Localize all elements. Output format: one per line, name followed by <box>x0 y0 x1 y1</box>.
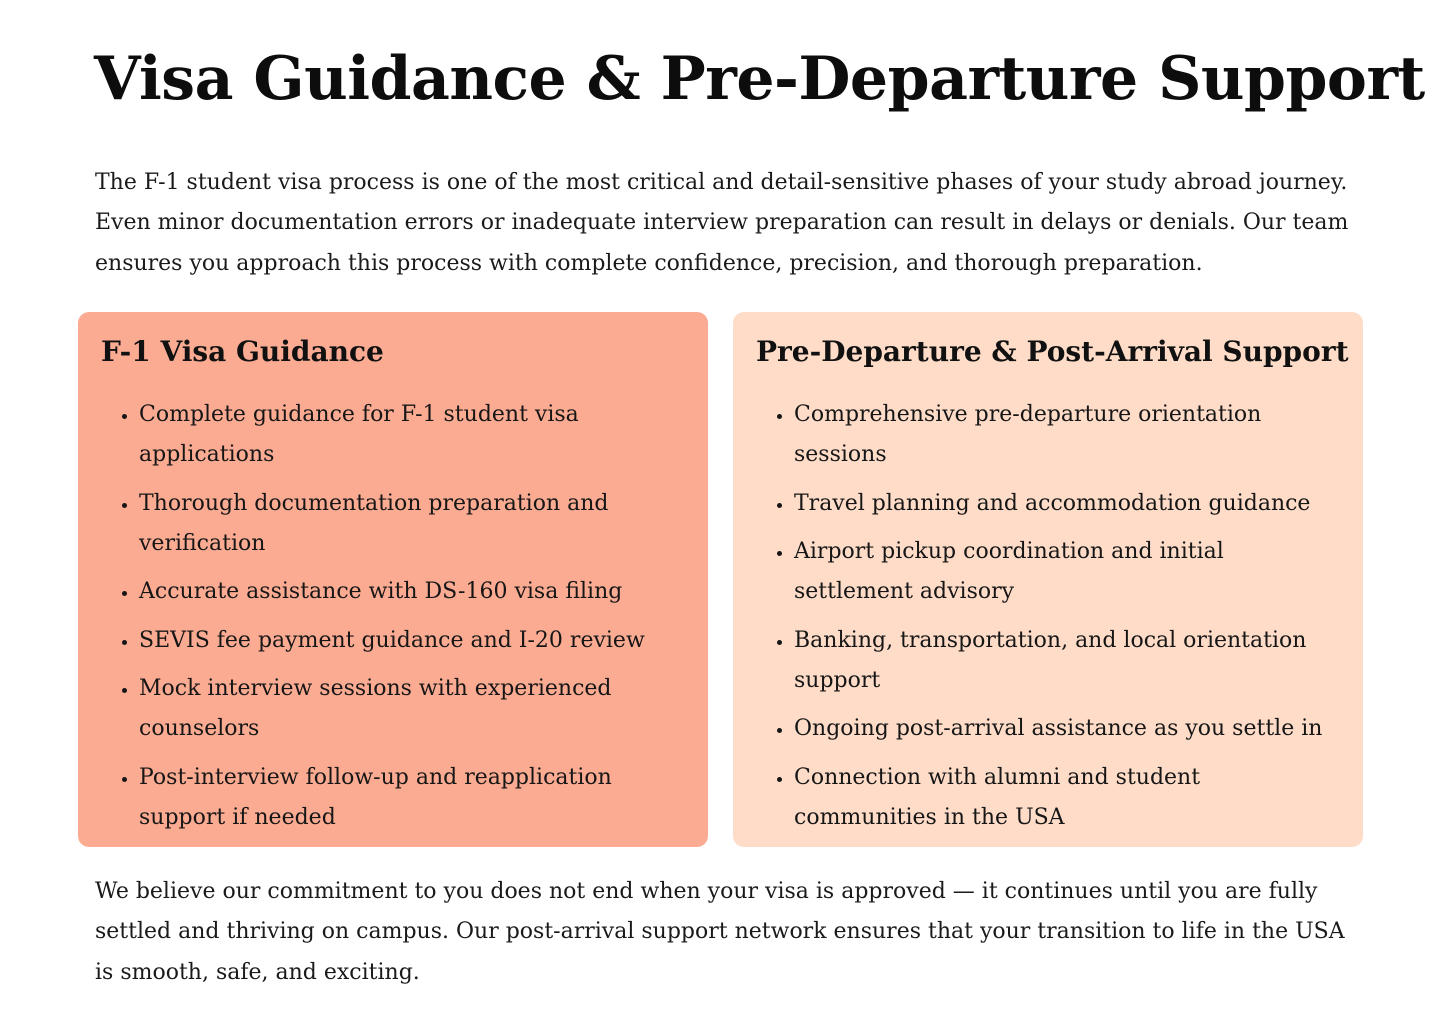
departure-support-list <box>756 395 1345 838</box>
list-item: • Mock interview sessions with experienced counselors <box>139 669 690 749</box>
list-item: • Travel planning and accommodation guidance <box>794 484 1345 524</box>
list-item: • Ongoing post-arrival assistance as you settle in <box>794 709 1345 749</box>
page-title: Visa Guidance & Pre-Departure Support <box>94 44 1425 114</box>
card-title: F-1 Visa Guidance <box>101 335 384 368</box>
closing-paragraph: We believe our commitment to you does not end when your visa is approved — it continues until you are fully settled and thriving on campus. Our post-arrival support network ensures that your transition to life in the USA is smooth, safe, and exciting. <box>95 879 1345 985</box>
list-item: • SEVIS fee payment guidance and I-20 review <box>139 621 690 661</box>
card-title: Pre-Departure & Post-Arrival Support <box>756 335 1349 368</box>
list-item: • Airport pickup coordination and initial settlement advisory <box>794 532 1345 612</box>
list-item: • Banking, transportation, and local orientation support <box>794 621 1345 701</box>
list-item: • Thorough documentation preparation and verification <box>139 484 690 564</box>
pre-departure-support-card <box>733 312 1363 847</box>
list-item: • Post-interview follow-up and reapplication support if needed <box>139 758 690 838</box>
intro-paragraph: The F-1 student visa process is one of the most critical and detail-sensitive phases of your study abroad journey. Even minor documentation errors or inadequate interview preparation can result in delays or denials. Our team ensures you approach this process with complete confidence, precision, and thorough preparation. <box>95 170 1349 276</box>
list-item: • Complete guidance for F-1 student visa applications <box>139 395 690 475</box>
visa-guidance-list <box>101 395 690 838</box>
f1-visa-guidance-card <box>78 312 708 847</box>
list-item: • Accurate assistance with DS-160 visa filing <box>139 572 690 612</box>
list-item: • Comprehensive pre-departure orientation sessions <box>794 395 1345 475</box>
list-item: • Connection with alumni and student communities in the USA <box>794 758 1345 838</box>
